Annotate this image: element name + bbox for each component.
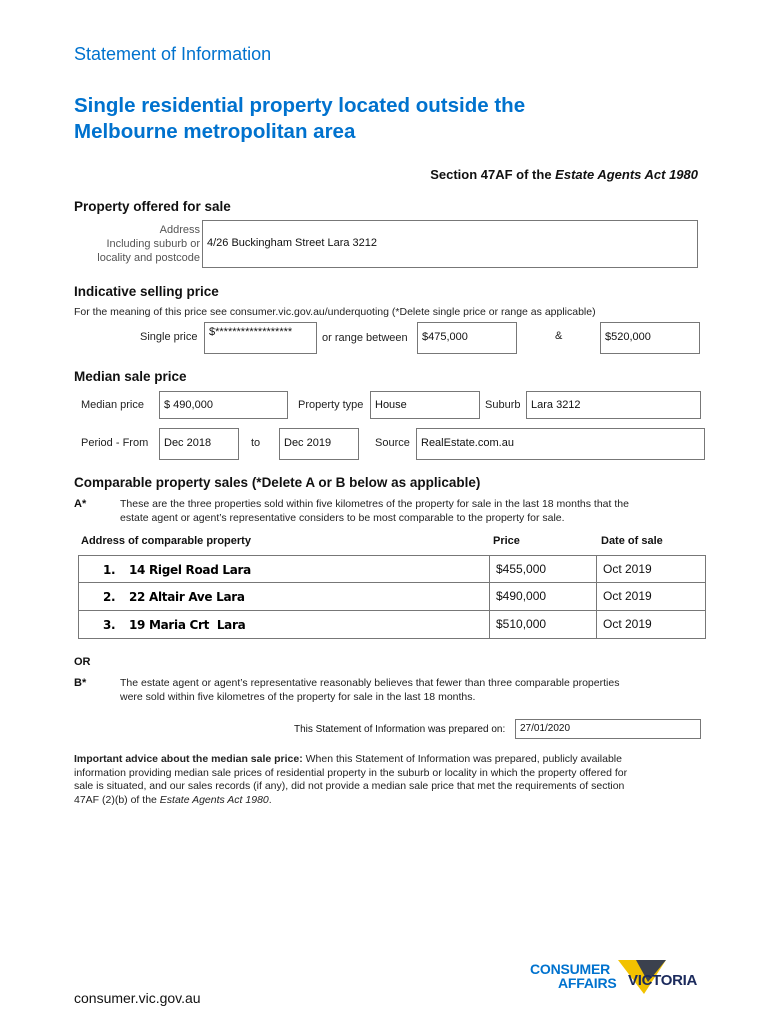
single-price-field[interactable]: $****************** bbox=[204, 322, 317, 354]
row-address[interactable]: 19 Maria Crt Lara bbox=[129, 618, 246, 632]
suburb-field[interactable]: Lara 3212 bbox=[526, 391, 701, 419]
comparable-table bbox=[78, 555, 706, 639]
col-header-address: Address of comparable property bbox=[81, 535, 251, 547]
option-b-line-1: The estate agent or agent’s representative reasonably believes that fewer than three comparable properties bbox=[120, 677, 620, 689]
col-header-price: Price bbox=[493, 535, 520, 547]
period-to-label: to bbox=[251, 437, 261, 449]
logo-affairs-text: AFFAIRS bbox=[558, 975, 617, 991]
footer-url[interactable]: consumer.vic.gov.au bbox=[74, 990, 201, 1006]
option-b-marker: B* bbox=[74, 677, 87, 689]
row-price[interactable]: $455,000 bbox=[489, 555, 596, 583]
section-act-name: Estate Agents Act 1980 bbox=[555, 167, 698, 182]
source-label: Source bbox=[375, 437, 410, 449]
advice-line-4: 47AF (2)(b) of the bbox=[74, 793, 160, 806]
table-row bbox=[78, 555, 706, 583]
address-field[interactable]: 4/26 Buckingham Street Lara 3212 bbox=[202, 220, 698, 268]
table-row bbox=[78, 583, 706, 611]
row-number: 1. bbox=[103, 563, 116, 577]
logo-victoria-text: VICTORIA bbox=[628, 972, 697, 989]
advice-line-2: information providing median sale prices of residential property in the suburb or locality in which the property offered for bbox=[74, 766, 628, 779]
col-header-date: Date of sale bbox=[601, 535, 663, 547]
or-label: OR bbox=[74, 656, 91, 668]
advice-line-1: When this Statement of Information was prepared, publicly available bbox=[302, 753, 622, 765]
important-advice bbox=[74, 753, 704, 807]
indicative-note: For the meaning of this price see consumer.vic.gov.au/underquoting (*Delete single price or range as applicable) bbox=[74, 306, 596, 318]
option-b-line-2: were sold within five kilometres of the property for sale in the last 18 months. bbox=[120, 691, 476, 703]
period-to-field[interactable]: Dec 2019 bbox=[279, 428, 359, 460]
row-price[interactable]: $510,000 bbox=[489, 611, 596, 638]
address-label-line-3: locality and postcode bbox=[97, 252, 200, 264]
indicative-heading: Indicative selling price bbox=[74, 284, 219, 299]
median-price-field[interactable]: $ 490,000 bbox=[159, 391, 288, 419]
address-label-line-2: Including suburb or bbox=[106, 238, 200, 250]
option-b-text bbox=[120, 676, 619, 704]
property-heading: Property offered for sale bbox=[74, 199, 231, 214]
option-a-text bbox=[120, 497, 629, 525]
prepared-date-field[interactable]: 27/01/2020 bbox=[515, 719, 701, 739]
doc-label: Statement of Information bbox=[74, 44, 272, 64]
row-price[interactable]: $490,000 bbox=[489, 583, 596, 610]
row-address[interactable]: 22 Altair Ave Lara bbox=[129, 590, 245, 604]
option-a-line-1: These are the three properties sold within five kilometres of the property for sale in the last 18 months that the bbox=[120, 498, 629, 510]
address-label bbox=[60, 223, 200, 265]
row-number: 2. bbox=[103, 590, 116, 604]
advice-line-4-end: . bbox=[268, 793, 272, 806]
page-title-line-1: Single residential property located outside the bbox=[74, 94, 526, 117]
property-type-field[interactable]: House bbox=[370, 391, 480, 419]
range-label: or range between bbox=[322, 332, 408, 344]
range-high-field[interactable]: $520,000 bbox=[600, 322, 700, 354]
prepared-label: This Statement of Information was prepared on: bbox=[294, 724, 506, 735]
property-type-label: Property type bbox=[298, 399, 364, 411]
single-price-label: Single price bbox=[140, 331, 198, 343]
advice-line-3: sale is situated, and our sales records (if any), did not provide a median sale price that met the requirements of section bbox=[74, 780, 625, 792]
row-address[interactable]: 14 Rigel Road Lara bbox=[129, 563, 251, 577]
logo-consumer-text: CONSUMER bbox=[530, 961, 611, 977]
consumer-affairs-victoria-logo bbox=[528, 958, 708, 1004]
source-field[interactable]: RealEstate.com.au bbox=[416, 428, 705, 460]
period-label: Period - From bbox=[81, 437, 149, 449]
advice-bold-lead: Important advice about the median sale price: bbox=[74, 753, 303, 765]
section-reference bbox=[430, 167, 698, 182]
row-date[interactable]: Oct 2019 bbox=[596, 555, 658, 583]
section-prefix: Section 47AF of the bbox=[430, 167, 556, 182]
advice-act-name: Estate Agents Act 1980 bbox=[159, 793, 269, 806]
option-a-marker: A* bbox=[74, 498, 87, 510]
range-low-field[interactable]: $475,000 bbox=[417, 322, 517, 354]
median-price-label: Median price bbox=[81, 399, 144, 411]
range-ampersand: & bbox=[555, 330, 563, 342]
row-number: 3. bbox=[103, 618, 116, 632]
comparable-heading: Comparable property sales (*Delete A or B below as applicable) bbox=[74, 475, 481, 490]
option-a-line-2: estate agent or agent’s representative considers to be most comparable to the property for sale. bbox=[120, 512, 565, 524]
median-heading: Median sale price bbox=[74, 369, 187, 384]
page-title-line-2: Melbourne metropolitan area bbox=[74, 120, 356, 143]
suburb-label: Suburb bbox=[485, 399, 521, 411]
row-date[interactable]: Oct 2019 bbox=[596, 583, 658, 610]
address-label-line-1: Address bbox=[159, 224, 200, 236]
table-row bbox=[78, 611, 706, 639]
period-from-field[interactable]: Dec 2018 bbox=[159, 428, 239, 460]
row-date[interactable]: Oct 2019 bbox=[596, 611, 658, 638]
